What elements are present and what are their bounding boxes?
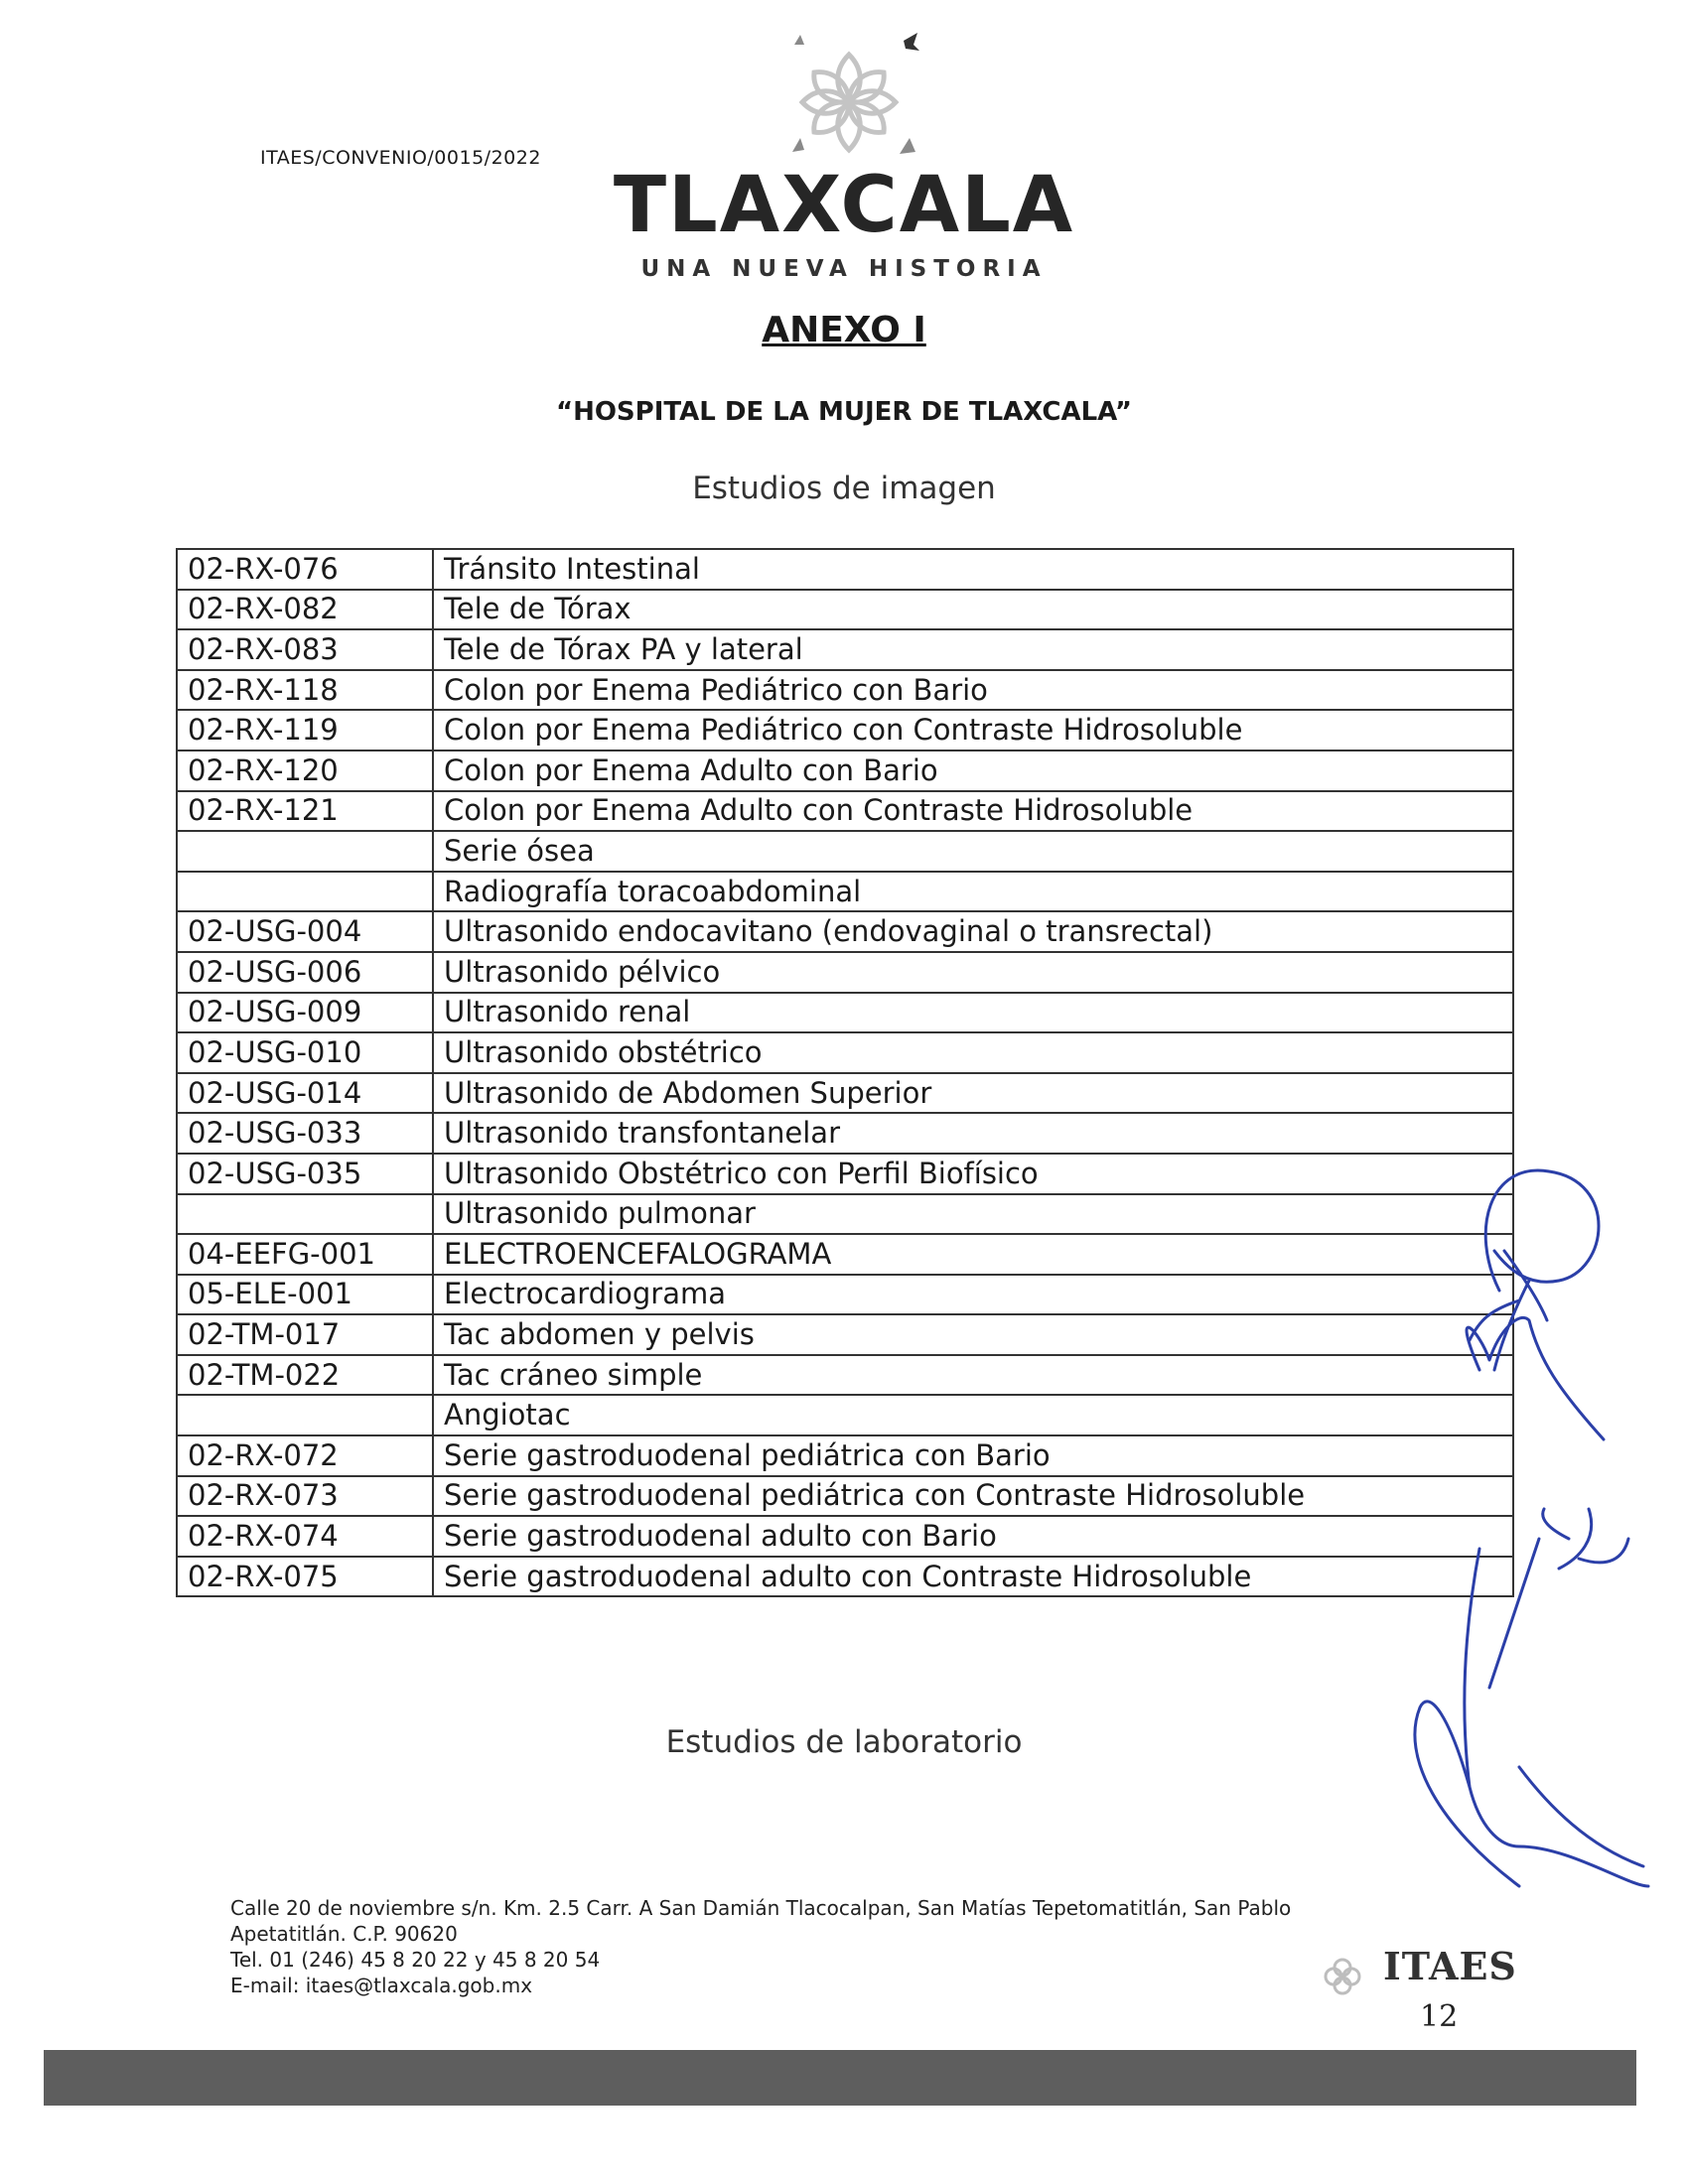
studies-table (176, 548, 1514, 1597)
study-name: Serie gastroduodenal pediátrica con Bario (433, 1435, 1513, 1476)
study-name: ELECTROENCEFALOGRAMA (433, 1234, 1513, 1275)
table-row (177, 1355, 1513, 1396)
study-code: 02-RX-083 (177, 629, 433, 670)
study-code: 02-RX-082 (177, 590, 433, 630)
table-row (177, 1435, 1513, 1476)
study-code: 02-RX-074 (177, 1516, 433, 1557)
table-row (177, 1516, 1513, 1557)
table-row (177, 1194, 1513, 1235)
study-code: 02-USG-009 (177, 993, 433, 1033)
study-code: 02-USG-014 (177, 1073, 433, 1114)
table-row (177, 670, 1513, 711)
table-row (177, 1234, 1513, 1275)
table-row (177, 1557, 1513, 1597)
table-row (177, 1154, 1513, 1194)
table-row (177, 1476, 1513, 1517)
phone-line: Tel. 01 (246) 45 8 20 22 y 45 8 20 54 (230, 1948, 601, 1972)
study-name: Ultrasonido transfontanelar (433, 1113, 1513, 1154)
study-name: Ultrasonido renal (433, 993, 1513, 1033)
study-code: 02-RX-121 (177, 791, 433, 832)
flower-logo-icon (755, 15, 943, 174)
footer-contact (230, 1895, 1422, 1998)
study-name: Tele de Tórax (433, 590, 1513, 630)
page-number: 12 (1420, 1999, 1459, 2034)
table-row (177, 710, 1513, 751)
table-row (177, 1073, 1513, 1114)
table-row (177, 1275, 1513, 1315)
study-name: Tac cráneo simple (433, 1355, 1513, 1396)
study-code: 02-USG-006 (177, 952, 433, 993)
study-code (177, 1395, 433, 1435)
study-code: 02-TM-022 (177, 1355, 433, 1396)
study-name: Colon por Enema Pediátrico con Contraste Hidrosoluble (433, 710, 1513, 751)
study-code: 02-USG-035 (177, 1154, 433, 1194)
brand-tagline: UNA NUEVA HISTORIA (640, 256, 1048, 282)
study-code: 02-USG-033 (177, 1113, 433, 1154)
table-row (177, 911, 1513, 952)
study-name: Tránsito Intestinal (433, 549, 1513, 590)
hospital-name: “HOSPITAL DE LA MUJER DE TLAXCALA” (555, 397, 1133, 427)
study-name: Ultrasonido pulmonar (433, 1194, 1513, 1235)
study-name: Ultrasonido de Abdomen Superior (433, 1073, 1513, 1114)
address-line-1: Calle 20 de noviembre s/n. Km. 2.5 Carr. A San Damián Tlacocalpan, San Matías Tepetomatitlán, San Pablo (230, 1896, 1292, 1920)
study-code: 02-RX-076 (177, 549, 433, 590)
address-line-2: Apetatitlán. C.P. 90620 (230, 1922, 458, 1946)
table-row (177, 1314, 1513, 1355)
study-code: 02-RX-118 (177, 670, 433, 711)
table-row (177, 1395, 1513, 1435)
doc-reference: ITAES/CONVENIO/0015/2022 (260, 147, 541, 169)
study-code: 02-TM-017 (177, 1314, 433, 1355)
study-code: 02-RX-120 (177, 751, 433, 791)
study-name: Serie gastroduodenal adulto con Contraste Hidrosoluble (433, 1557, 1513, 1597)
section-imaging-title: Estudios de imagen (692, 471, 996, 506)
study-code: 04-EEFG-001 (177, 1234, 433, 1275)
study-code: 02-RX-119 (177, 710, 433, 751)
table-row (177, 629, 1513, 670)
study-name: Angiotac (433, 1395, 1513, 1435)
study-name: Electrocardiograma (433, 1275, 1513, 1315)
study-name: Tele de Tórax PA y lateral (433, 629, 1513, 670)
table-row (177, 872, 1513, 912)
study-name: Colon por Enema Adulto con Bario (433, 751, 1513, 791)
handwritten-signature (1370, 1072, 1668, 1916)
study-name: Colon por Enema Pediátrico con Bario (433, 670, 1513, 711)
study-name: Tac abdomen y pelvis (433, 1314, 1513, 1355)
study-name: Ultrasonido Obstétrico con Perfil Biofísico (433, 1154, 1513, 1194)
study-name: Ultrasonido pélvico (433, 952, 1513, 993)
footer-band (44, 2050, 1636, 2106)
table-row (177, 1032, 1513, 1073)
study-code: 02-USG-010 (177, 1032, 433, 1073)
table-row (177, 791, 1513, 832)
study-name: Serie gastroduodenal adulto con Bario (433, 1516, 1513, 1557)
study-code (177, 1194, 433, 1235)
study-code: 05-ELE-001 (177, 1275, 433, 1315)
table-row (177, 831, 1513, 872)
study-code (177, 872, 433, 912)
study-code: 02-USG-004 (177, 911, 433, 952)
itaes-brand: ITAES (1383, 1944, 1517, 1988)
study-name: Colon por Enema Adulto con Contraste Hidrosoluble (433, 791, 1513, 832)
study-name: Serie gastroduodenal pediátrica con Contraste Hidrosoluble (433, 1476, 1513, 1517)
study-name: Radiografía toracoabdominal (433, 872, 1513, 912)
study-code (177, 831, 433, 872)
study-name: Ultrasonido endocavitano (endovaginal o transrectal) (433, 911, 1513, 952)
table-row (177, 590, 1513, 630)
table-row (177, 1113, 1513, 1154)
itaes-flower-icon (1313, 1946, 1372, 2005)
study-code: 02-RX-075 (177, 1557, 433, 1597)
section-lab-title: Estudios de laboratorio (665, 1724, 1023, 1760)
study-code: 02-RX-072 (177, 1435, 433, 1476)
table-row (177, 549, 1513, 590)
table-row (177, 751, 1513, 791)
brand-name: TLAXCALA (613, 161, 1075, 250)
study-name: Ultrasonido obstétrico (433, 1032, 1513, 1073)
email-line: E-mail: itaes@tlaxcala.gob.mx (230, 1974, 533, 1997)
study-name: Serie ósea (433, 831, 1513, 872)
annex-title: ANEXO I (762, 310, 926, 350)
table-row (177, 952, 1513, 993)
table-row (177, 993, 1513, 1033)
study-code: 02-RX-073 (177, 1476, 433, 1517)
